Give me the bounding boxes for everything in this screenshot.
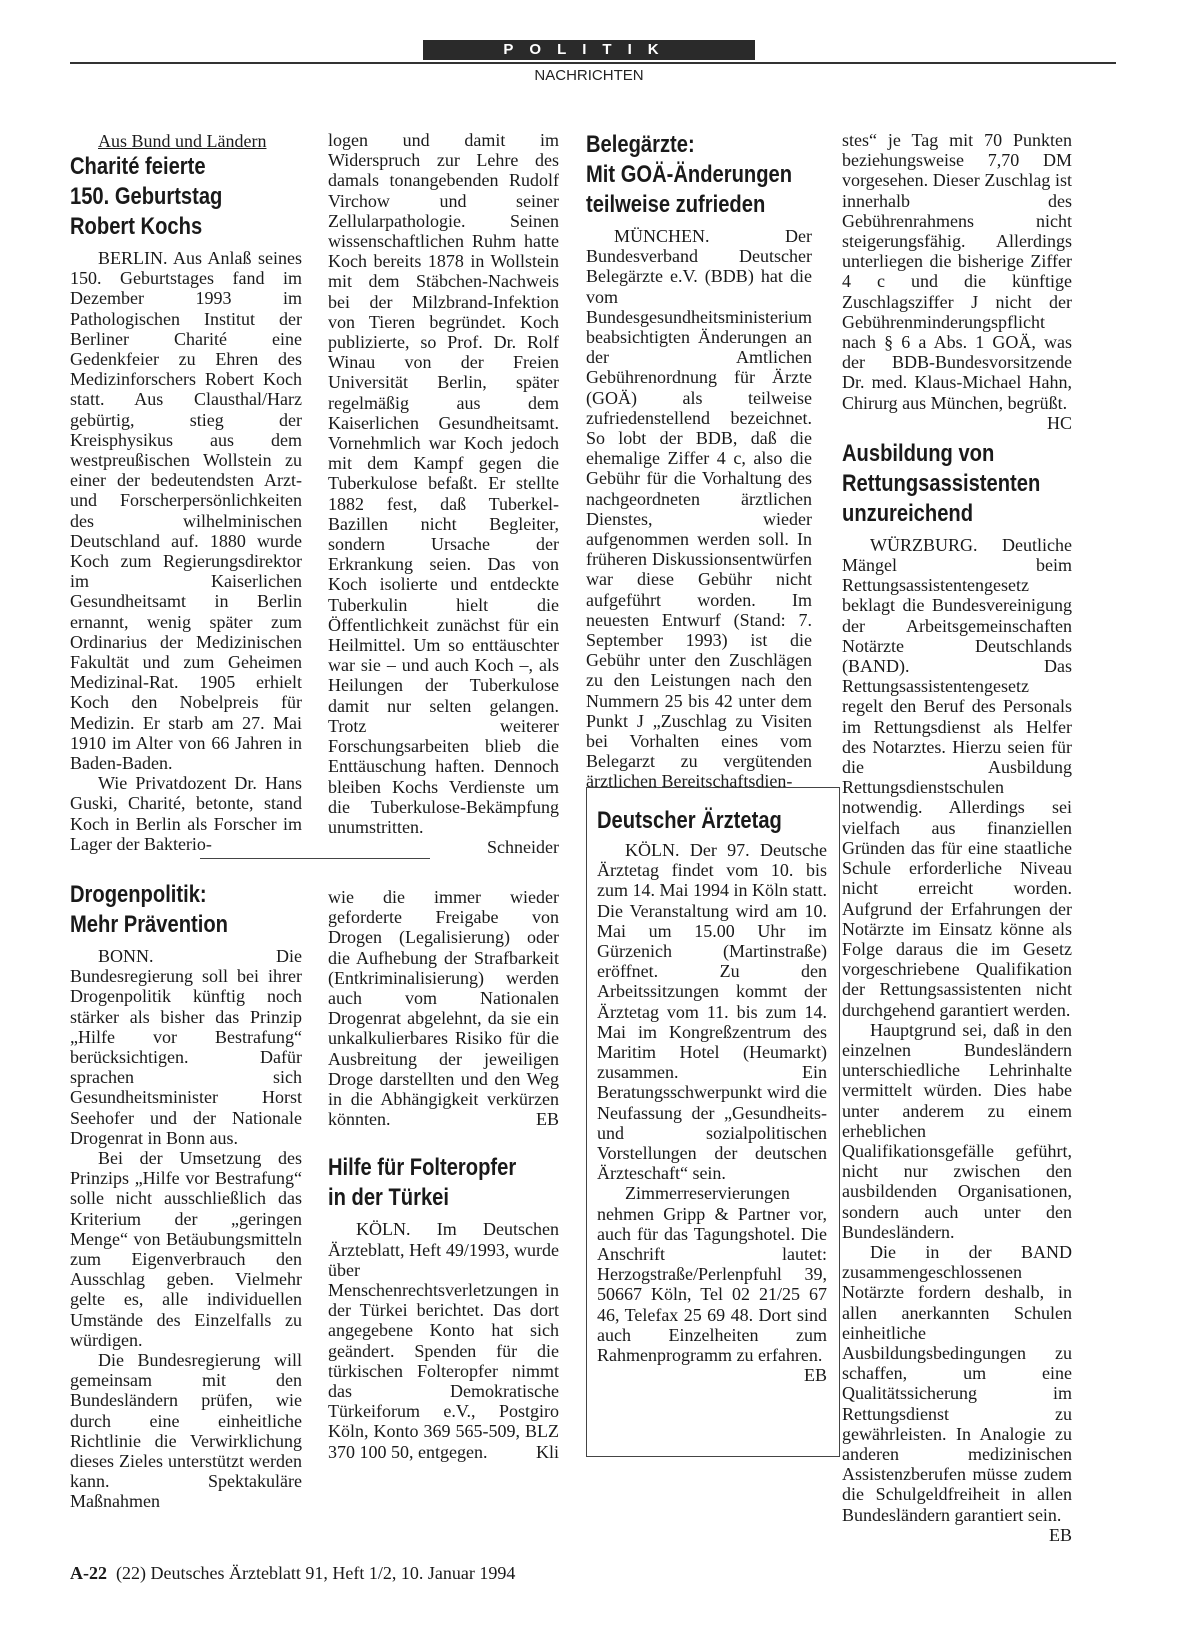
headline-koch-line-1: Charité feierte (70, 153, 206, 180)
article-belegaerzte-body: MÜNCHEN. Der Bundesverband Deutscher Belegärzte e.V. (BDB) hat die vom Bundesgesundheitsministerium beabsichtigten Änderungen an der Amtlichen Gebührenordnung für Ärzte (GOÄ) als teilweise zufriedenstellend bezeichnet. So lobt der BDB, daß die ehemalige Ziffer 4 c, also die Gebühr für die Vorhaltung des nachgeordneten ärztlichen Dienstes, wieder aufgenommen werden soll. In früheren Diskussionsentwürfen war diese Gebühr nicht aufgeführt worden. Im neuesten Entwurf (Stand: 7. September 1993) ist die Gebühr unter den Zuschlägen zu den Leistungen nach den Nummern 25 bis 42 unter dem Punkt J „Zuschlag zu Visiten bei Vorhalten eines vom Belegarzt zu vergütenden ärztlichen Bereitschaftsdien- (586, 226, 812, 792)
article-rettung-paragraph-2: Hauptgrund sei, daß in den einzelnen Bundesländern unterschiedliche Lehrinhalte vermittelt würden. Dies habe unter anderem zu einem erheblichen Qualifikationsgefälle geführt, nicht nur zwischen den ausbildenden Organisationen, sondern auch unter den Bundesländern. (842, 1019, 1072, 1242)
article-drogen-paragraph-1: BONN. Die Bundesregierung soll bei ihrer Drogenpolitik künftig noch stärker als bisher das Prinzip „Hilfe vor Bestrafung“ berücksichtigen. Dafür sprachen sich Gesundheitsminister Horst Seehofer und der Nationale Drogenrat in Bonn aus. (70, 946, 302, 1148)
article-drogen-paragraph-2: Bei der Umsetzung des Prinzips „Hilfe vor Bestrafung“ solle nicht ausschließlich das Kriterium der „geringen Menge“ von Betäubungsmitteln zum Eigenverbrauch den Ausschlag geben. Vielmehr gelte es, alle individuellen Umstände des Einzelfalls zu würdigen. (70, 1148, 302, 1350)
article-koch-paragraph-1: BERLIN. Aus Anlaß seines 150. Geburtstages fand im Dezember 1993 im Pathologischen Institut der Berliner Charité eine Gedenkfeier zu Ehren des Medizinforschers Robert Koch statt. Aus Clausthal/Harz gebürtig, stieg der Kreisphysikus aus dem westpreußischen Wollstein zu einer der bedeutendsten Arzt- und Forscherpersönlichkeiten des wilhelminischen Deutschland auf. 1880 wurde Koch zum Regierungsdirektor im Kaiserlichen Gesundheitsamt in Berlin ernannt, wenig später zum Ordinarius der Medizinischen Fakultät und zum Geheimen Medizinal-Rat. 1905 erhielt Koch den Nobelpreis für Medizin. Er starb am 27. Mai 1910 im Alter von 66 Jahren in Baden-Baden. (70, 248, 302, 774)
page-number: A-22 (70, 1563, 107, 1583)
headline-koch-line-3: Robert Kochs (70, 213, 203, 240)
article-aerztetag-paragraph-1: KÖLN. Der 97. Deutsche Ärztetag findet vom 10. bis zum 14. Mai 1994 in Köln statt. Die Veranstaltung wird am 10. Mai um 15.00 Uhr im Gürzenich (Martinstraße) eröffnet. Zu den Arbeitssitzungen kommt der Ärztetag vom 11. bis zum 14. Mai im Kongreßzentrum des Maritim Hotel (Heumarkt) zusammen. Ein Beratungsschwerpunkt wird die Neufassung der „Gesundheits- und sozialpolitischen Vorstellungen der deutschen Ärzteschaft“ sein. (597, 840, 827, 1184)
page-footer (70, 1563, 515, 1584)
signature-drogen: EB (535, 1109, 559, 1130)
headline-belegaerzte-line-2: Mit GOÄ-Änderungen (586, 161, 793, 188)
signature-belegaerzte: HC (1046, 412, 1072, 433)
article-drogen-continued: wie die immer wieder geforderte Freigabe von Drogen (Legalisierung) oder die Aufhebung der Strafbarkeit (Entkriminalisierung) werden auch vom Nationalen Drogenrat abgelehnt, da sie ein unkalkulierbares Risiko für die Ausbreitung der jeweiligen Droge darstellten und den Weg in die Abhängigkeit verkürzen könnten. EB (328, 887, 559, 1130)
article-divider (200, 858, 430, 859)
article-drogen-paragraph-3: Die Bundesregierung will gemeinsam mit den Bundesländern prüfen, wie durch eine einheitliche Richtlinie die Verwirklichung dieses Zieles unterstützt werden kann. Spektakuläre Maßnahmen (70, 1350, 302, 1512)
headline-belegaerzte-line-1: Belegärzte: (586, 131, 695, 158)
header-rule (70, 62, 1116, 64)
headline-koch-line-2: 150. Geburtstag (70, 183, 223, 210)
article-rettung-column (842, 130, 1072, 1545)
headline-drogen-line-1: Drogenpolitik: (70, 881, 207, 908)
article-aerztetag-column (597, 806, 827, 1385)
headline-folter-line-2: in der Türkei (328, 1184, 449, 1212)
article-koch-column-2 (328, 130, 559, 857)
section-title: POLITIK (423, 40, 755, 60)
rubric-label: Aus Bund und Ländern (98, 131, 267, 151)
journal-citation: (22) Deutsches Ärzteblatt 91, Heft 1/2, 10. Januar 1994 (116, 1563, 516, 1583)
signature-rettung: EB (1048, 1524, 1072, 1545)
article-belegaerzte-continued: stes“ je Tag mit 70 Punkten beziehungsweise 7,70 DM vorgesehen. Dieser Zuschlag ist innerhalb des Gebührenrahmens nicht steigerungsfähig. Allerdings unterliegen die bisherige Ziffer 4 c und die künftige Zuschlagsziffer J nicht der Gebührenminderungspflicht nach § 6 a Abs. 1 GOÄ, was der BDB-Bundesvorsitzende Dr. med. Klaus-Michael Hahn, Chirurg aus München, begrüßt. HC (842, 130, 1072, 433)
article-koch-continued: logen und damit im Widerspruch zur Lehre des damals tonangebenden Rudolf Virchow und seiner Zellularpathologie. Seinen wissenschaftlichen Ruhm hatte Koch bereits 1878 in Wollstein mit dem Stäbchen-Nachweis bei der Milzbrand-Infektion von Tieren begründet. Koch publizierte, so Prof. Dr. Rolf Winau von der Freien Universität Berlin, später regelmäßig aus dem Kaiserlichen Gesundheitsamt. Vornehmlich war Koch jedoch mit dem Kampf gegen die Tuberkulose befaßt. Er stellte 1882 fest, daß Tuberkel-Bazillen nicht Begleiter, sondern Ursache der Erkrankung seien. Das von Koch isolierte und entdeckte Tuberkulin hielt die Öffentlichkeit zunächst für ein Heilmittel. Um so enttäuschter war sie – und auch Koch –, als Heilungen der Tuberkulose damit nur selten gelangen. Trotz weiterer Forschungsarbeiten blieb die Enttäuschung haften. Dennoch bleiben Kochs Verdienste um die Tuberkulose-Bekämpfung unumstritten. (328, 130, 559, 837)
article-drogen-column-2 (328, 887, 559, 1462)
section-subtitle: NACHRICHTEN (534, 67, 644, 84)
headline-belegaerzte-line-3: teilweise zufrieden (586, 191, 766, 218)
article-belegaerzte-column (586, 130, 812, 792)
signature-aerztetag: EB (803, 1365, 827, 1386)
signature-folter: Kli (535, 1441, 559, 1462)
article-rettung-paragraph-3: Die in der BAND zusammengeschlossenen Notärzte fordern deshalb, in allen anerkannten Schulen einheitliche Ausbildungsbedingungen zu schaffen, um eine Qualitätssicherung im Rettungsdienst zu gewährleisten. In Analogie zu anderen medizinischen Assistenzberufen müsse zudem die Schulgeldfreiheit in allen Bundesländern garantiert sein. EB (842, 1241, 1072, 1545)
signature-koch: Schneider (487, 837, 559, 858)
article-koch-paragraph-2: Wie Privatdozent Dr. Hans Guski, Charité, betonte, stand Koch in Berlin als Forscher im Lager der Bakterio- (70, 773, 302, 854)
headline-aerztetag: Deutscher Ärztetag (597, 807, 782, 834)
article-koch-column-1 (70, 130, 302, 854)
article-drogen-column-1 (70, 880, 302, 1512)
headline-drogen-line-2: Mehr Prävention (70, 911, 228, 938)
headline-rettung-line-2: Rettungsassistenten (842, 469, 1041, 497)
article-aerztetag-paragraph-2: Zimmerreservierungen nehmen Gripp & Partner vor, auch für das Tagungshotel. Die Anschrift lautet: Herzogstraße/Perlenpfuhl 39, 50667 Köln, Tel 02 21/25 67 46, Telefax 25 69 48. Dort sind auch Einzelheiten zum Rahmenprogramm zu erfahren. EB (597, 1183, 827, 1386)
article-rettung-paragraph-1: WÜRZBURG. Deutliche Mängel beim Rettungsassistentengesetz beklagt die Bundesvereinigung der Arbeitsgemeinschaften Notärzte Deutschlands (BAND). Das Rettungsassistentengesetz regelt den Beruf des Personals im Rettungsdienst als Helfer des Notarztes. Hierzu seien für die Ausbildung Rettungsdienstschulen notwendig. Allerdings sei vielfach aus finanziellen Gründen das für eine staatliche Schule erforderliche Niveau nicht erreicht worden. Aufgrund der Erfahrungen der Notärzte im Einsatz könne als Folge daraus die im Gesetz vorgeschriebene Qualifikation der Rettungsassistenten nicht durchgehend garantiert werden. (842, 534, 1072, 1020)
headline-rettung-line-1: Ausbildung von (842, 439, 995, 467)
article-folter-body: KÖLN. Im Deutschen Ärzteblatt, Heft 49/1993, wurde über Menschenrechtsverletzungen in der Türkei berichtet. Das dort angegebene Konto hat sich geändert. Spenden für die türkischen Folteropfer nimmt das Demokratische Türkeiforum e.V., Postgiro Köln, Konto 369 565-509, BLZ 370 100 50, entgegen. Kli (328, 1219, 559, 1462)
headline-folter-line-1: Hilfe für Folteropfer (328, 1154, 517, 1182)
headline-rettung-line-3: unzureichend (842, 499, 974, 527)
